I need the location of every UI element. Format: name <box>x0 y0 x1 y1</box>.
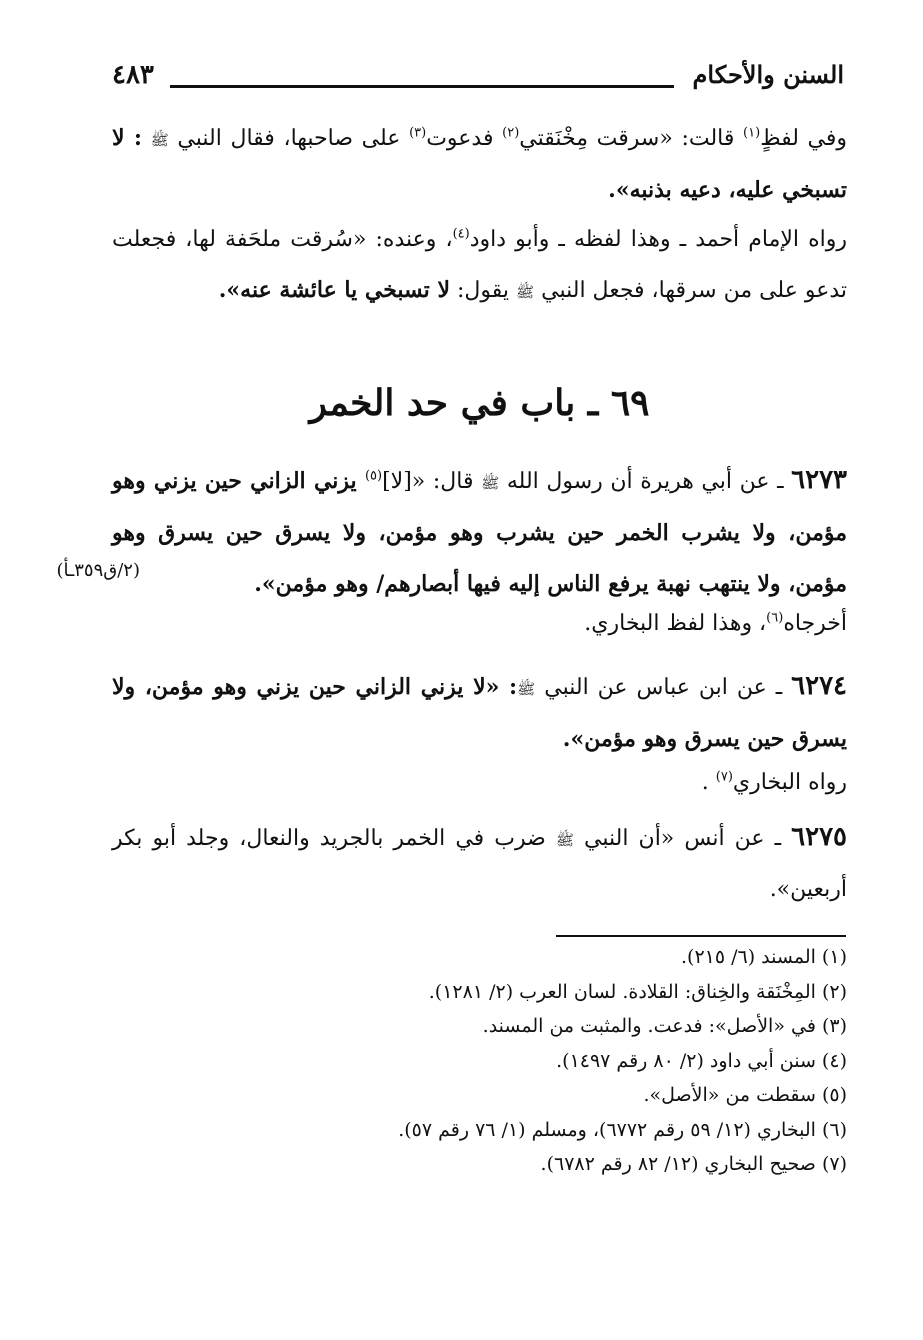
footnote-ref-3[interactable]: (٣) <box>409 125 427 141</box>
hadith-number: ٦٢٧٣ <box>791 465 848 495</box>
hadith-6275: ٦٢٧٥ ـ عن أنس «أن النبي ﷺ ضرب في الخمر بالجريد والنعال، وجلد أبو بكر أربعين». <box>112 822 847 902</box>
footnote-item: (٦) البخاري (١٢/ ٥٩ رقم ٦٧٧٢)، ومسلم (١/ ٧٦ رقم ٥٧). <box>398 1118 847 1141</box>
footnote-ref-1[interactable]: (١) <box>743 125 761 141</box>
footnote-item: (٢) المِخْنَقة والخِناق: القلادة. لسان العرب (٢/ ١٢٨١). <box>428 980 847 1003</box>
salla-ligature-icon: ﷺ <box>481 474 500 492</box>
hadith-text: يزني الزاني حين يزني وهو مؤمن، ولا يشرب الخمر حين يشرب وهو مؤمن، ولا يسرق حين يسرق وهو مؤمن، ولا ينتهب نهبة يرفع الناس إليه فيها أبصارهم/ وهو مؤمن». <box>112 468 847 597</box>
footnote-ref-7[interactable]: (٧) <box>715 769 733 785</box>
footnote-ref-4[interactable]: (٤) <box>452 226 470 242</box>
hadith-number: ٦٢٧٤ <box>791 671 847 701</box>
footnote-item: (٤) سنن أبي داود (٢/ ٨٠ رقم ١٤٩٧). <box>556 1049 847 1072</box>
hadith-6273-source: أخرجاه$^{(٦)}$، وهذا لفظ البخاري. <box>584 610 847 636</box>
chapter-heading: ٦٩ ـ باب في حد الخمر <box>309 382 650 424</box>
footnote-ref-5[interactable]: (٥) <box>364 468 383 484</box>
hadith-6274-source: رواه البخاري$^{(٧)}$ . <box>701 769 847 795</box>
hadith-text: : «لا يزني الزاني حين يزني وهو مؤمن، ولا يسرق حين يسرق وهو مؤمن». <box>112 674 847 752</box>
footnotes-list <box>112 940 847 1182</box>
footnote-ref-6[interactable]: (٦) <box>766 610 784 626</box>
footnote-separator <box>556 935 846 937</box>
salla-ligature-icon: ﷺ <box>150 131 169 149</box>
hadith-6274: ٦٢٧٤ ـ عن ابن عباس عن النبي ﷺ: «لا يزني الزاني حين يزني وهو مؤمن، ولا يسرق حين يسرق وهو مؤمن». <box>112 671 847 752</box>
header-title: السنن والأحكام <box>692 60 844 89</box>
header-rule <box>170 85 674 88</box>
salla-ligature-icon: ﷺ <box>555 831 574 849</box>
running-header <box>112 58 844 98</box>
hadith-6273: ٦٢٧٣ ـ عن أبي هريرة أن رسول الله ﷺ قال: «[لا]$^{(٥)}$ يزني الزاني حين يزني وهو مؤمن، ولا يشرب الخمر حين يشرب وهو مؤمن، ولا يسرق حين يسرق وهو مؤمن، ولا ينتهب نهبة يرفع الناس إليه فيها أبصارهم/ وهو مؤمن». <box>112 465 848 597</box>
footnote-ref-2[interactable]: (٢) <box>502 125 520 141</box>
manuscript-folio-note: (٢/ق٣٥٩ـأ) <box>56 560 140 581</box>
paragraph-alternate-wording: وفي لفظٍ$^{(١)}$ قالت: «سرقت مِخْنَقتي$^{(٢)}$ فدعوت$^{(٣)}$ على صاحبها، فقال النبي ﷺ : لا تسبخي عليه، دعيه بذنبه». <box>112 125 848 203</box>
footnote-item: (١) المسند (٦/ ٢١٥). <box>680 946 847 968</box>
page-number: ٤٨٣ <box>112 60 154 90</box>
footnote-item: (٥) سقطت من «الأصل». <box>643 1084 847 1106</box>
footnote-item: (٧) صحيح البخاري (١٢/ ٨٢ رقم ٦٧٨٢). <box>540 1153 847 1175</box>
paragraph-narration-source: رواه الإمام أحمد ـ وهذا لفظه ـ وأبو داود$^{(٤)}$، وعنده: «سُرقت ملحَفة لها، فجعلت تدعو على من سرقها، فجعل النبي ﷺ يقول: لا تسبخي يا عائشة عنه». <box>112 226 847 303</box>
prophet-quote: لا تسبخي يا عائشة عنه». <box>218 277 451 303</box>
footnote-item: (٣) في «الأصل»: فدعت. والمثبت من المسند. <box>482 1015 847 1037</box>
hadith-number: ٦٢٧٥ <box>791 822 847 852</box>
salla-ligature-icon: ﷺ <box>517 680 536 698</box>
salla-ligature-icon: ﷺ <box>516 283 535 301</box>
prophet-quote: : لا تسبخي عليه، دعيه بذنبه». <box>112 125 847 203</box>
